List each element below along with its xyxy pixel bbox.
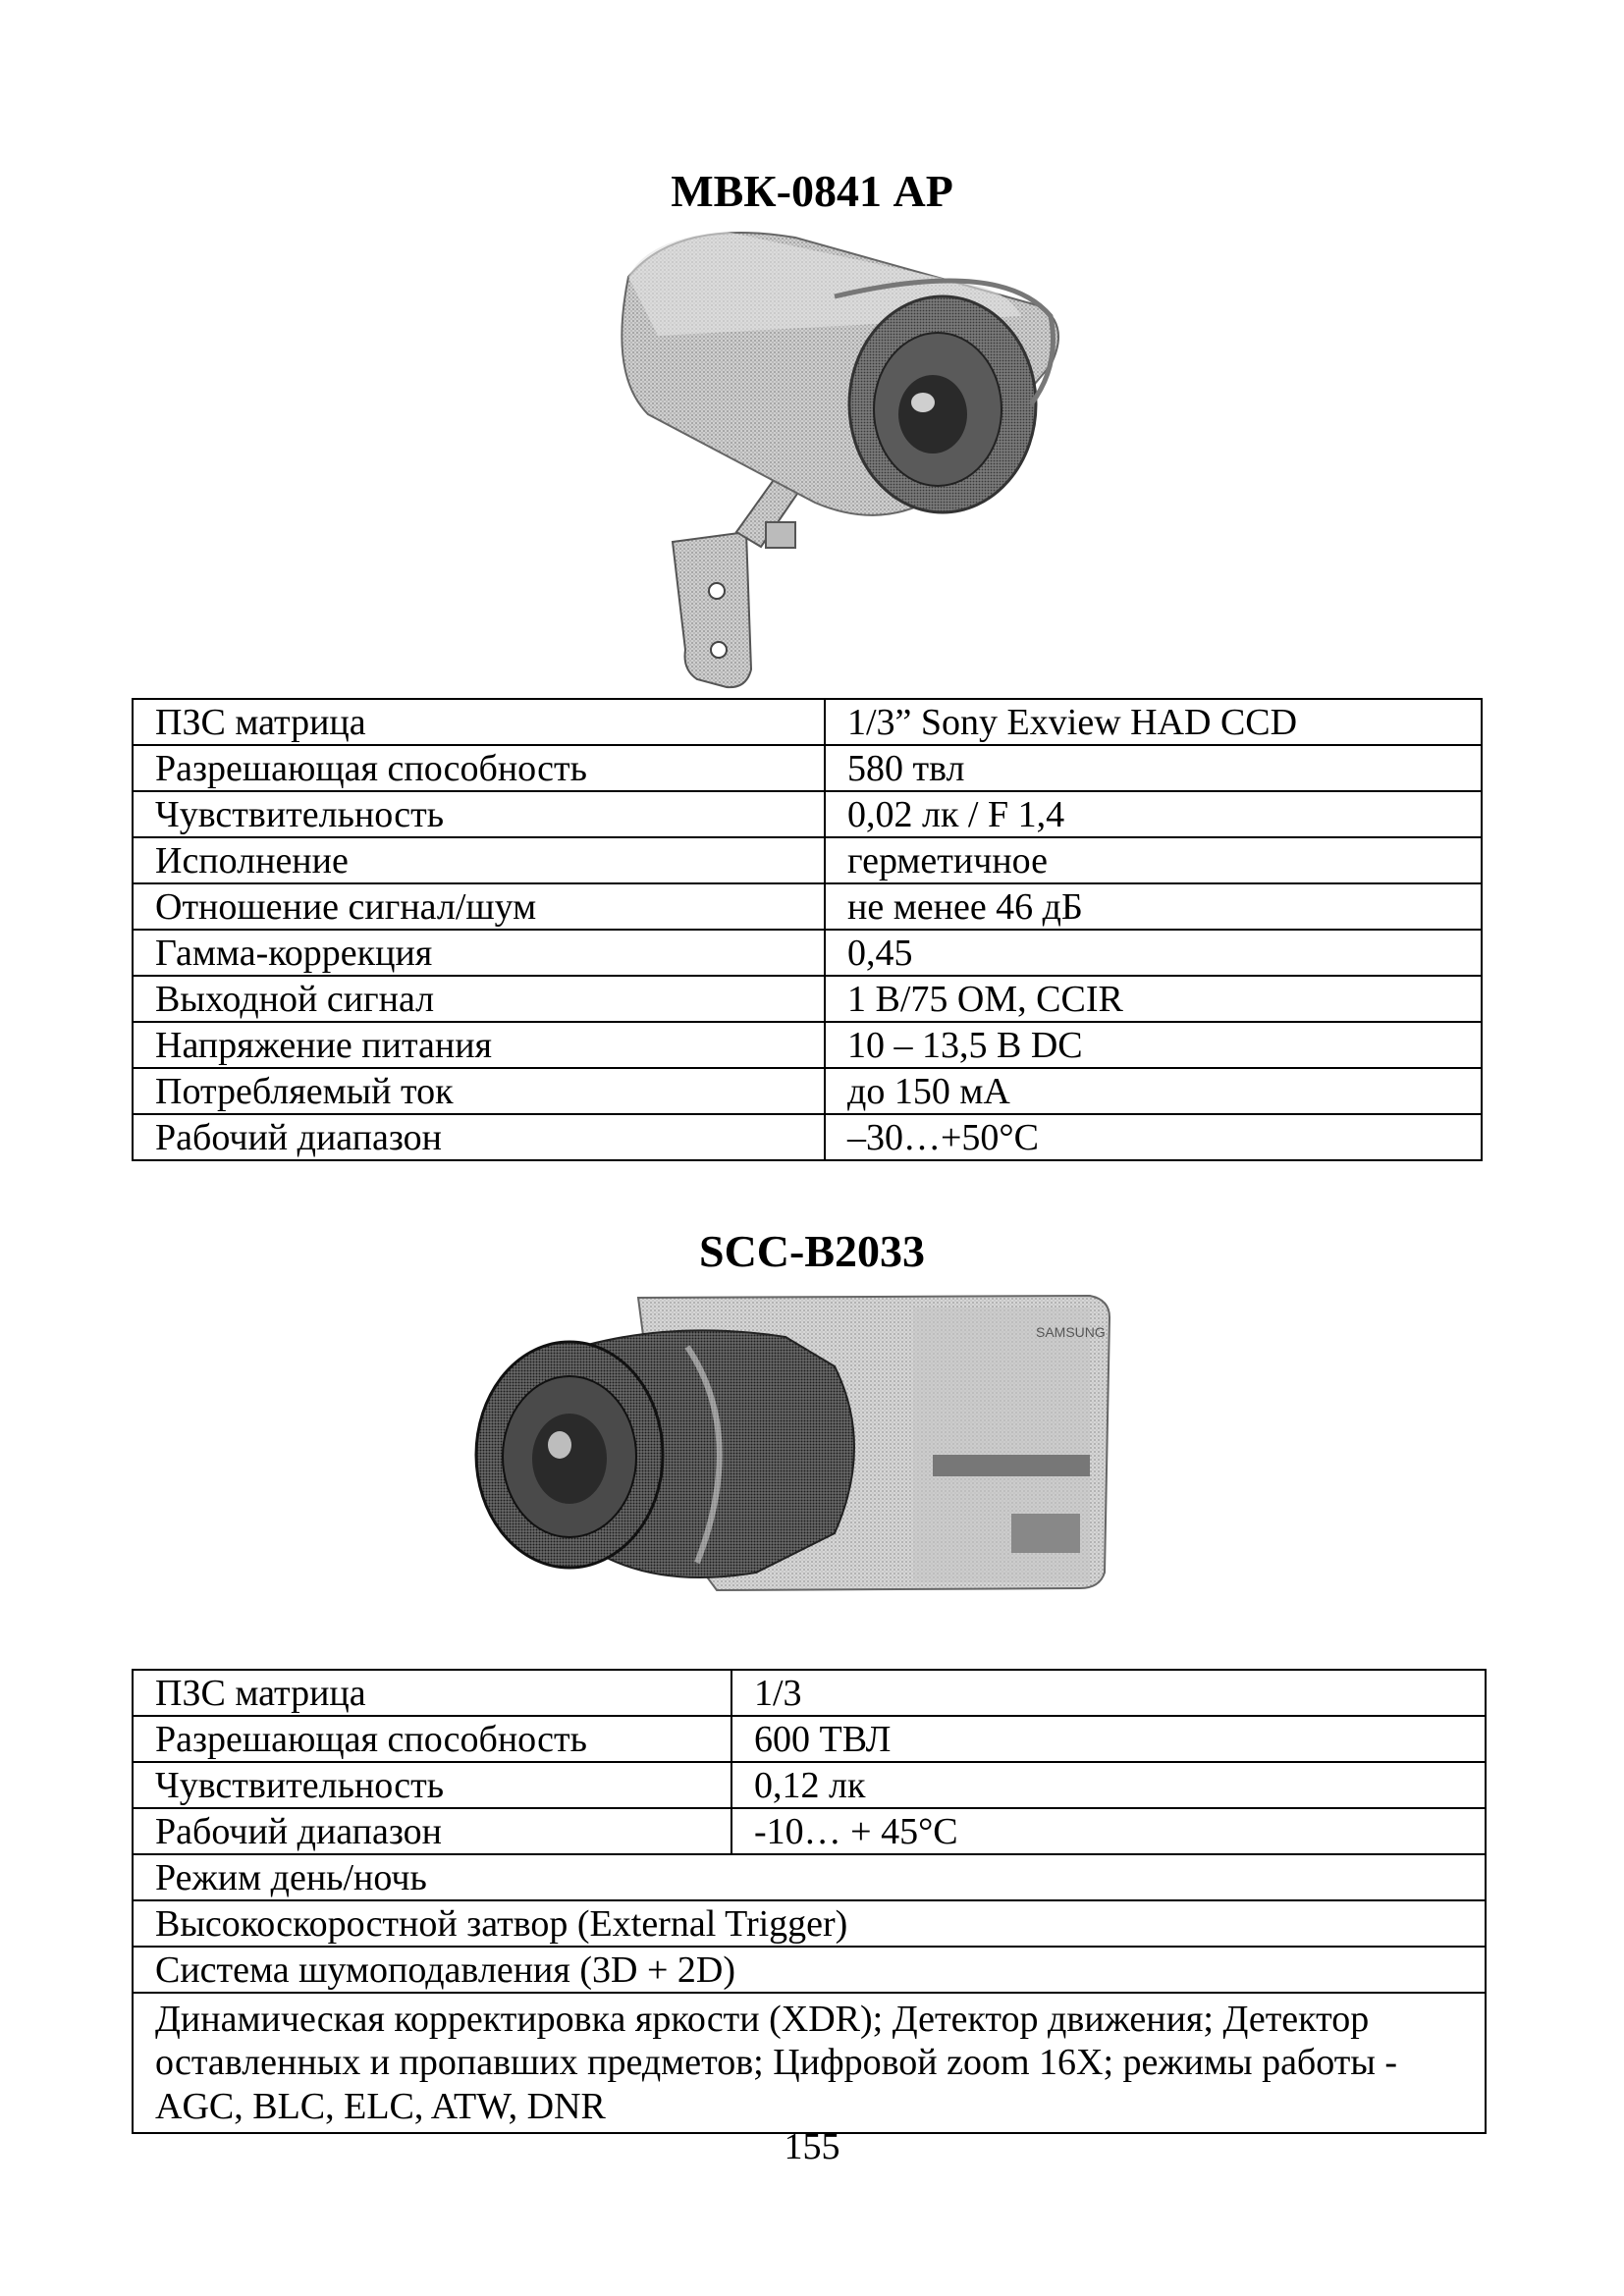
spec-label: Разрешающая способность — [133, 1716, 731, 1762]
feature-row: Высокоскоростной затвор (External Trigger) — [133, 1900, 1486, 1947]
spec-value: 1/3” Sony Exview HAD CCD — [825, 699, 1482, 745]
table-row — [133, 1022, 1482, 1068]
page-number: 155 — [784, 2126, 840, 2167]
spec-label: Разрешающая способность — [133, 745, 825, 791]
spec-label: Потребляемый ток — [133, 1068, 825, 1114]
table-row — [133, 745, 1482, 791]
table-row — [133, 791, 1482, 837]
spec-label: Чувствительность — [133, 791, 825, 837]
svg-text:SAMSUNG: SAMSUNG — [1036, 1324, 1106, 1340]
camera1-title: МВК-0841 АР — [671, 166, 953, 216]
table-row — [133, 1670, 1486, 1716]
feature-row: Система шумоподавления (3D + 2D) — [133, 1947, 1486, 1993]
table-row — [133, 1068, 1482, 1114]
camera1-spec-table — [132, 698, 1483, 1161]
spec-value: 0,12 лк — [731, 1762, 1486, 1808]
spec-label: Рабочий диапазон — [133, 1808, 731, 1854]
spec-label: ПЗС матрица — [133, 1670, 731, 1716]
camera2-title: SCC-B2033 — [698, 1226, 926, 1276]
table-row — [133, 1808, 1486, 1854]
spec-value: -10… + 45°С — [731, 1808, 1486, 1854]
outdoor-camera-image — [589, 218, 1119, 699]
spec-label: ПЗС матрица — [133, 699, 825, 745]
table-row — [133, 1114, 1482, 1160]
spec-value: 0,45 — [825, 930, 1482, 976]
table-row — [133, 1947, 1486, 1993]
box-camera-image — [461, 1278, 1129, 1602]
spec-value: –30…+50°С — [825, 1114, 1482, 1160]
table-row — [133, 1900, 1486, 1947]
table-row — [133, 976, 1482, 1022]
table-row — [133, 1762, 1486, 1808]
spec-label: Гамма-коррекция — [133, 930, 825, 976]
spec-label: Отношение сигнал/шум — [133, 883, 825, 930]
spec-value: 600 ТВЛ — [731, 1716, 1486, 1762]
feature-row: Режим день/ночь — [133, 1854, 1486, 1900]
table-row — [133, 699, 1482, 745]
spec-label: Рабочий диапазон — [133, 1114, 825, 1160]
spec-value: 1/3 — [731, 1670, 1486, 1716]
feature-row: Динамическая корректировка яркости (XDR); Детектор движения; Детектор оставленных и пропавших предметов; Цифровой zoom 16X; режимы работы - AGC, BLC, ELC, ATW, DNR — [133, 1993, 1486, 2133]
table-row — [133, 930, 1482, 976]
spec-value: герметичное — [825, 837, 1482, 883]
spec-value: 1 В/75 ОМ, CCIR — [825, 976, 1482, 1022]
table-row — [133, 1993, 1486, 2133]
table-row — [133, 1854, 1486, 1900]
table-row — [133, 1716, 1486, 1762]
spec-value: 0,02 лк / F 1,4 — [825, 791, 1482, 837]
spec-value: не менее 46 дБ — [825, 883, 1482, 930]
spec-label: Напряжение питания — [133, 1022, 825, 1068]
table-row — [133, 883, 1482, 930]
spec-value: 10 – 13,5 В DC — [825, 1022, 1482, 1068]
spec-value: до 150 мА — [825, 1068, 1482, 1114]
spec-label: Исполнение — [133, 837, 825, 883]
spec-value: 580 твл — [825, 745, 1482, 791]
table-row — [133, 837, 1482, 883]
camera2-spec-table — [132, 1669, 1487, 2134]
spec-label: Чувствительность — [133, 1762, 731, 1808]
spec-label: Выходной сигнал — [133, 976, 825, 1022]
